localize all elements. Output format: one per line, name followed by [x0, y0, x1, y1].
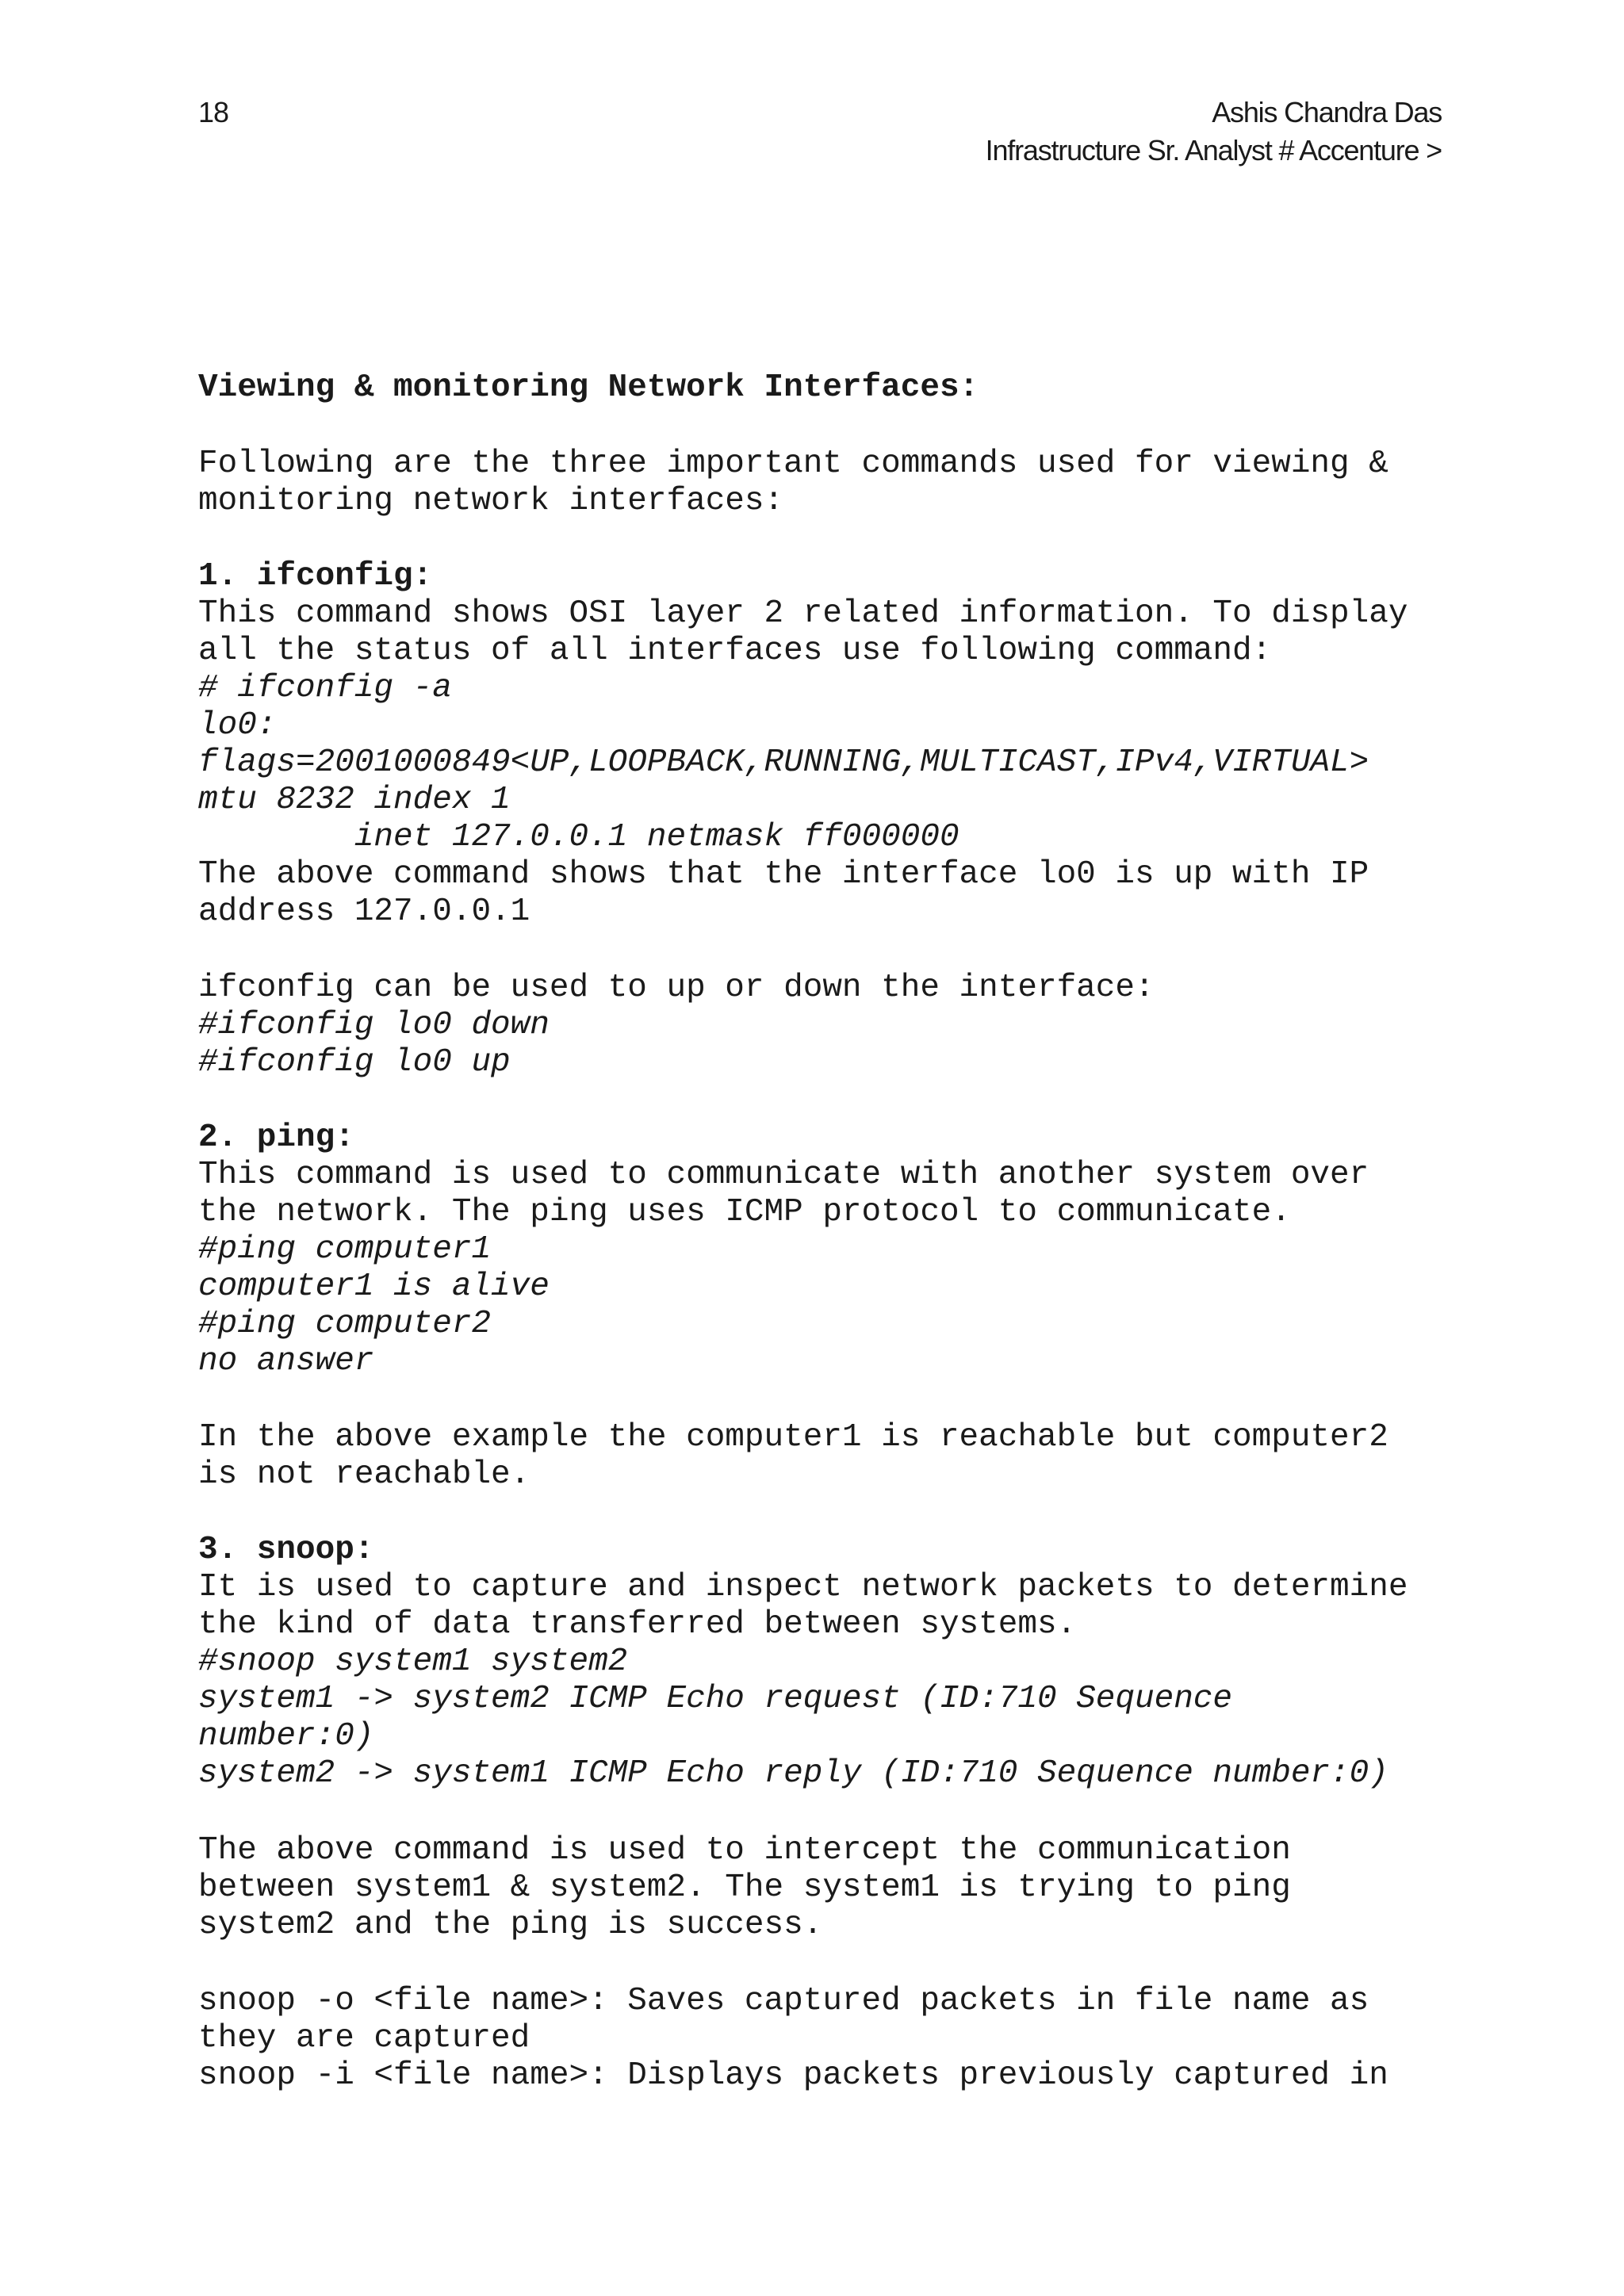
section-title: Viewing & monitoring Network Interfaces: — [198, 369, 979, 406]
ping-explain-line: In the above example the computer1 is reachable but computer2 — [198, 1419, 1388, 1456]
spacer — [198, 1944, 1435, 1983]
spacer — [198, 1081, 1435, 1119]
ifconfig-updown-text: ifconfig can be used to up or down the interface: — [198, 970, 1155, 1006]
intro-line: monitoring network interfaces: — [198, 483, 784, 519]
ifconfig-example-line: flags=2001000849<UP,LOOPBACK,RUNNING,MULTICAST,IPv4,VIRTUAL> — [198, 744, 1369, 781]
snoop-example-line: system1 -> system2 ICMP Echo request (ID:710 Sequence — [198, 1681, 1233, 1717]
running-header — [986, 94, 1442, 170]
snoop-desc-line: It is used to capture and inspect network packets to determine — [198, 1569, 1408, 1605]
spacer — [198, 1793, 1435, 1832]
snoop-example-line: number:0) — [198, 1718, 374, 1755]
snoop-example-line: system2 -> system1 ICMP Echo reply (ID:710 Sequence number:0) — [198, 1755, 1388, 1792]
ping-heading: 2. ping: — [198, 1119, 354, 1156]
spacer — [198, 407, 1435, 446]
ifconfig-desc-line: all the status of all interfaces use following command: — [198, 633, 1272, 669]
snoop-option-line: snoop -o <file name>: Saves captured packets in file name as — [198, 1983, 1369, 2019]
spacer — [198, 1380, 1435, 1419]
ifconfig-explain-line: address 127.0.0.1 — [198, 894, 530, 930]
author-name: Ashis Chandra Das — [1212, 96, 1442, 128]
spacer — [198, 1494, 1435, 1532]
ifconfig-down-command: #ifconfig lo0 down — [198, 1007, 550, 1043]
page-number: 18 — [198, 96, 229, 128]
snoop-explain-line: The above command is used to intercept the communication — [198, 1832, 1291, 1869]
ifconfig-heading: 1. ifconfig: — [198, 558, 433, 595]
ping-desc-line: the network. The ping uses ICMP protocol to communicate. — [198, 1194, 1291, 1230]
ping-example-line: no answer — [198, 1343, 374, 1380]
ping-explain-line: is not reachable. — [198, 1456, 530, 1493]
ping-desc-line: This command is used to communicate with another system over — [198, 1157, 1369, 1193]
snoop-heading: 3. snoop: — [198, 1532, 374, 1568]
ping-example-line: #ping computer1 — [198, 1231, 492, 1268]
ping-example-line: computer1 is alive — [198, 1269, 550, 1305]
snoop-explain-line: system2 and the ping is success. — [198, 1907, 823, 1943]
snoop-option-line: they are captured — [198, 2020, 530, 2057]
snoop-example-line: #snoop system1 system2 — [198, 1644, 628, 1680]
spacer — [198, 931, 1435, 970]
snoop-option-line: snoop -i <file name>: Displays packets previously captured in — [198, 2057, 1388, 2094]
author-role: Infrastructure Sr. Analyst # Accenture > — [985, 134, 1442, 166]
ifconfig-example-line: mtu 8232 index 1 — [198, 782, 511, 818]
ifconfig-example-line: # ifconfig -a — [198, 670, 452, 706]
snoop-desc-line: the kind of data transferred between systems. — [198, 1606, 1077, 1643]
ifconfig-explain-line: The above command shows that the interface lo0 is up with IP — [198, 856, 1369, 893]
ping-example-line: #ping computer2 — [198, 1306, 492, 1342]
intro-line: Following are the three important commands used for viewing & — [198, 446, 1388, 482]
spacer — [198, 520, 1435, 558]
ifconfig-example-line: inet 127.0.0.1 netmask ff000000 — [198, 819, 959, 855]
ifconfig-up-command: #ifconfig lo0 up — [198, 1044, 511, 1081]
snoop-explain-line: between system1 & system2. The system1 is trying to ping — [198, 1869, 1291, 1906]
ifconfig-desc-line: This command shows OSI layer 2 related information. To display — [198, 595, 1408, 632]
ifconfig-example-line: lo0: — [198, 707, 277, 744]
document-body — [198, 369, 1435, 2095]
